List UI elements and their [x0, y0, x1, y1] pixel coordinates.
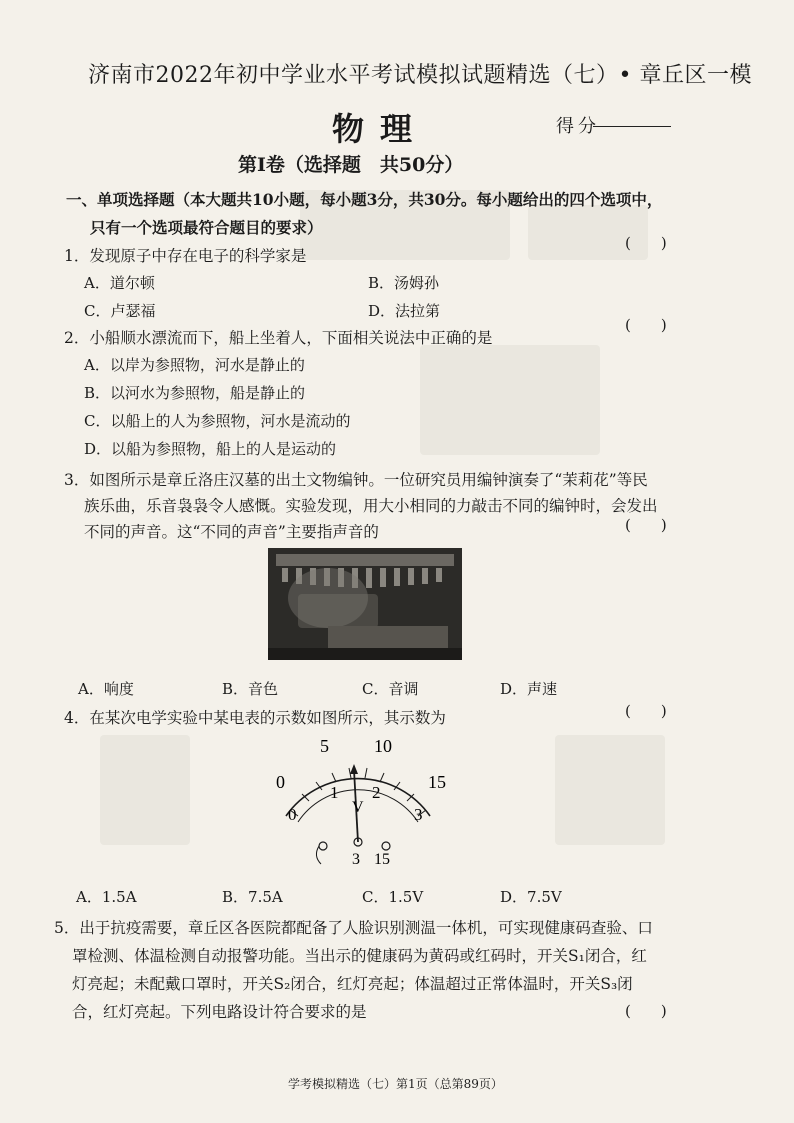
q1-stem: 1．发现原子中存在电子的科学家是: [64, 247, 307, 265]
q3-option-d[interactable]: D．声速: [500, 680, 558, 698]
lower-tick-label: 0: [288, 805, 297, 824]
q3-line: 族乐曲，乐音袅袅令人感慨。实验发现，用大小相同的力敲击不同的编钟时，会发出: [84, 497, 658, 515]
terminal-label: 3: [352, 851, 360, 868]
answer-paren[interactable]: ( ): [625, 702, 667, 720]
lower-tick-label: 2: [372, 783, 381, 802]
q4-option-c[interactable]: C．1.5V: [362, 888, 424, 906]
lower-tick-label: 1: [330, 783, 339, 802]
answer-paren[interactable]: ( ): [625, 1002, 667, 1020]
meter-unit-label: V: [352, 799, 364, 816]
answer-paren[interactable]: ( ): [625, 516, 667, 534]
q4-option-b[interactable]: B．7.5A: [222, 888, 283, 906]
score-blank[interactable]: [593, 126, 671, 127]
q5-line: 灯亮起；未配戴口罩时，开关S₂闭合，红灯亮起；体温超过正常体温时，开关S₃闭: [72, 975, 633, 993]
q2-option-d[interactable]: D．以船为参照物，船上的人是运动的: [84, 440, 337, 458]
upper-tick-label: 5: [320, 736, 329, 756]
q2-option-a[interactable]: A．以岸为参照物，河水是静止的: [84, 356, 305, 374]
q5-line: 合，红灯亮起。下列电路设计符合要求的是: [72, 1003, 367, 1021]
q3-line: 不同的声音。这“不同的声音”主要指声音的: [84, 523, 379, 541]
upper-tick-label: 0: [276, 772, 285, 792]
lower-tick-label: 3: [414, 805, 423, 824]
part-title: 第Ⅰ卷（选择题 共50分）: [238, 154, 464, 176]
exam-title: 济南市2022年初中学业水平考试模拟试题精选（七）• 章丘区一模: [88, 63, 752, 88]
upper-tick-label: 10: [374, 736, 392, 756]
bianzhong-photo: [268, 548, 462, 660]
q3-option-c[interactable]: C．音调: [362, 680, 419, 698]
q4-option-d[interactable]: D．7.5V: [500, 888, 562, 906]
terminal-15: [382, 842, 390, 850]
q1-option-d[interactable]: D．法拉第: [368, 302, 441, 320]
q2-option-c[interactable]: C．以船上的人为参照物，河水是流动的: [84, 412, 351, 430]
needle-tip: [350, 764, 358, 774]
q4-stem: 4．在某次电学实验中某电表的示数如图所示，其示数为: [64, 709, 446, 727]
page-footer: 学考模拟精选（七）第1页（总第89页）: [288, 1077, 503, 1091]
answer-paren[interactable]: ( ): [625, 316, 667, 334]
q5-line: 5．出于抗疫需要，章丘区各医院都配备了人脸识别测温一体机，可实现健康码查验、口: [54, 919, 653, 937]
bleed-through-figure: [100, 735, 190, 845]
q2-option-b[interactable]: B．以河水为参照物，船是静止的: [84, 384, 306, 402]
q2-stem: 2．小船顺水漂流而下，船上坐着人，下面相关说法中正确的是: [64, 329, 493, 347]
score-label: 得分: [556, 116, 600, 137]
q1-option-b[interactable]: B．汤姆孙: [368, 274, 440, 292]
q1-option-c[interactable]: C．卢瑟福: [84, 302, 156, 320]
q5-line: 罩检测、体温检测自动报警功能。当出示的健康码为黄码或红码时，开关S₁闭合，红: [72, 947, 647, 965]
bleed-through-figure: [555, 735, 665, 845]
section-line: 只有一个选项最符合题目的要求）: [90, 218, 323, 237]
terminal-wire-left: [319, 842, 327, 850]
q1-option-a[interactable]: A．道尔顿: [84, 274, 155, 292]
answer-paren[interactable]: ( ): [625, 234, 667, 252]
q3-option-a[interactable]: A．响度: [78, 680, 134, 698]
section-line: 一、单项选择题（本大题共10小题，每小题3分，共30分。每小题给出的四个选项中，: [66, 190, 663, 209]
bleed-through-lever: [420, 345, 600, 455]
upper-tick-label: 15: [428, 772, 446, 792]
q3-option-b[interactable]: B．音色: [222, 680, 279, 698]
bianzhong-image: [268, 548, 462, 660]
q3-line: 3．如图所示是章丘洛庄汉墓的出土文物编钟。一位研究员用编钟演奏了“茉莉花”等民: [64, 471, 648, 489]
voltmeter-figure: [268, 730, 448, 870]
q4-option-a[interactable]: A．1.5A: [76, 888, 137, 906]
terminal-label: 15: [374, 851, 390, 868]
subject-title: 物理: [332, 110, 429, 148]
